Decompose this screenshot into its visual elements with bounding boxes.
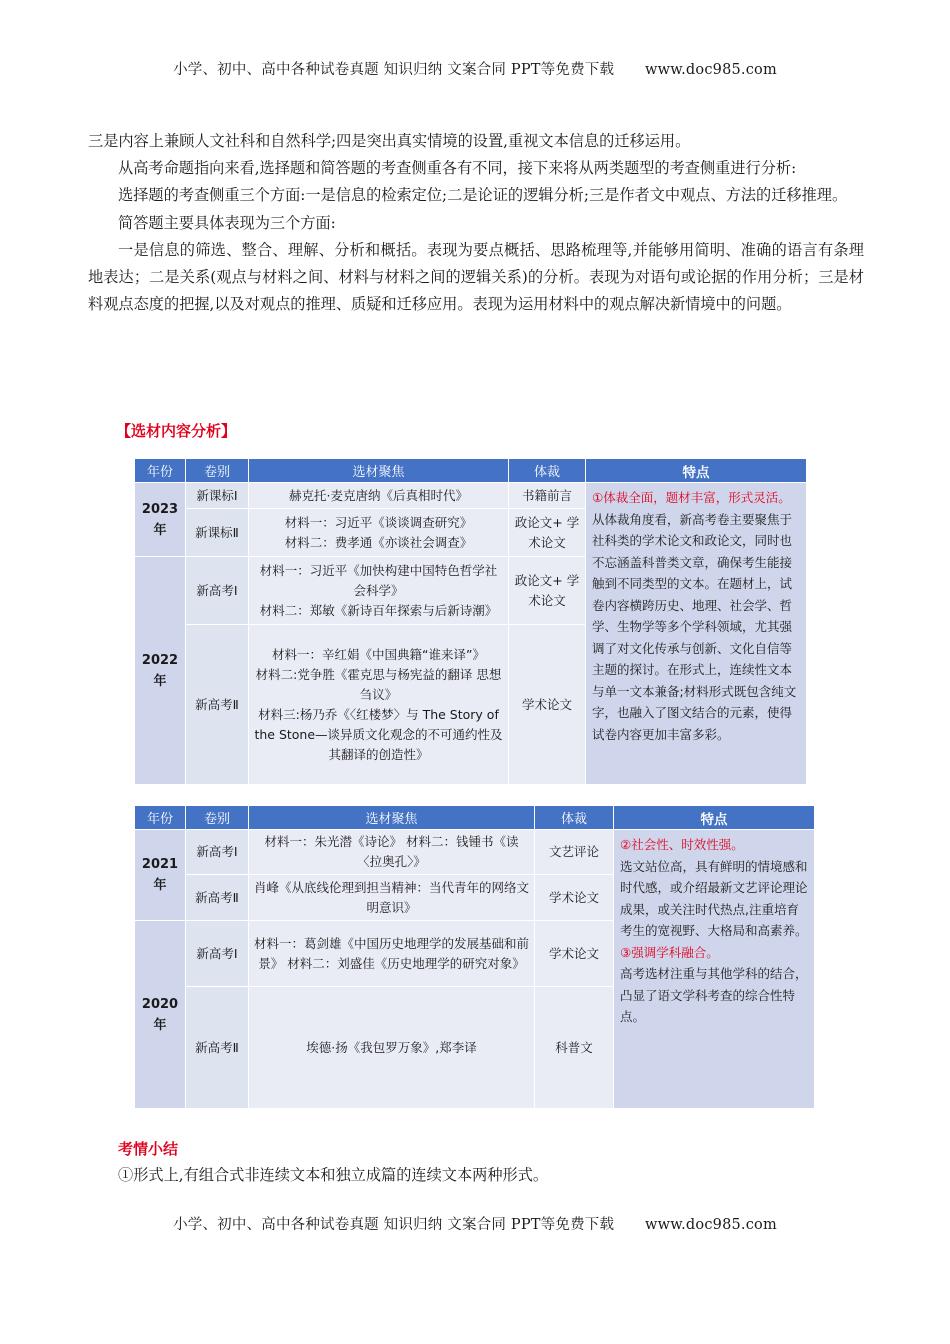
material-cell: 材料一：朱光潜《诗论》 材料二：钱锺书《读〈拉奥孔〉》 (249, 830, 535, 875)
footer-text: 小学、初中、高中各种试卷真题 知识归纳 文案合同 PPT等免费下载 (173, 1217, 615, 1233)
page-footer (0, 1213, 950, 1234)
ticai-cell: 学术论文 (535, 921, 614, 987)
year-label: 2021年 (141, 857, 179, 893)
year-cell (135, 830, 186, 921)
year-cell (135, 557, 186, 785)
header-material: 选材聚焦 (249, 459, 509, 483)
juan-cell: 新课标Ⅰ (186, 483, 249, 509)
paragraph: 三是内容上兼顾人文社科和自然科学;四是突出真实情境的设置,重视文本信息的迁移运用。 (88, 132, 691, 150)
header-juan: 卷别 (186, 459, 249, 483)
feature-text: 从体裁角度看，新高考卷主要聚焦于社科类的学术论文和政论文，同时也不忘涵盖科普类文章，确保考生能接触到不同类型的文本。在题材上，试卷内容横跨历史、地理、社会学、哲学、生物学等多个学科领域，尤其强调了对文化传承与创新、文化自信等主题的探讨。在形式上，连续性文本与单一文本兼备;材料形式既包含纯文字，也融入了图文结合的元素，使得试卷内容更加丰富多彩。 (592, 511, 797, 742)
feature-highlight: ②社会性、时效性强。 (620, 837, 744, 852)
juan-cell: 新高考Ⅱ (186, 987, 249, 1109)
juan-cell: 新高考Ⅱ (186, 875, 249, 921)
header-feature: 特点 (586, 459, 807, 483)
material-cell: 材料一：习近平《谈谈调查研究》 材料二：费孝通《亦谈社会调查》 (249, 509, 509, 557)
paragraph: 从高考命题指向来看,选择题和简答题的考查侧重各有不同，接下来将从两类题型的考查侧重进行分析: (118, 159, 797, 178)
ticai-cell: 政论文+ 学术论文 (509, 509, 586, 557)
ticai-cell: 学术论文 (509, 625, 586, 785)
material-cell: 材料一：习近平《加快构建中国特色哲学社会科学》 材料二：郑敏《新诗百年探索与后新诗潮》 (249, 557, 509, 625)
header-ticai: 体裁 (509, 459, 586, 483)
feature-text: 选文站位高，具有鲜明的情境感和时代感，或介绍最新文艺评论理论成果，或关注时代热点,注重培育考生的宽视野、大格局和高素养。 (620, 858, 808, 938)
year-label: 2023年 (141, 501, 179, 538)
header-url[interactable]: www.doc985.com (644, 62, 777, 78)
year-cell (135, 921, 186, 1109)
header-year: 年份 (135, 806, 186, 830)
feature-highlight: ①体裁全面，题材丰富，形式灵活。 (592, 490, 791, 505)
material-cell: 埃德·扬《我包罗万象》,郑李译 (249, 987, 535, 1109)
material-cell: 材料一：辛红娟《中国典籍“谁来译”》 材料二:党争胜《霍克思与杨宪益的翻译 思想刍议》 材料三:杨乃乔《〈红楼梦〉与 The Story of the Stone—谈异质文化观念的不可通约性及其翻译的创造性》 (249, 625, 509, 785)
material-table-2023-2022 (134, 458, 807, 785)
material-cell: 赫克托·麦克唐纳《后真相时代》 (249, 483, 509, 509)
ticai-cell: 书籍前言 (509, 483, 586, 509)
year-cell (135, 483, 186, 557)
feature-cell (586, 483, 807, 785)
juan-cell: 新高考Ⅱ (186, 625, 249, 785)
ticai-cell: 学术论文 (535, 875, 614, 921)
year-label: 2022年 (141, 652, 179, 689)
header-text: 小学、初中、高中各种试卷真题 知识归纳 文案合同 PPT等免费下载 (173, 62, 615, 78)
header-feature: 特点 (614, 806, 815, 830)
ticai-cell: 政论文+ 学术论文 (509, 557, 586, 625)
ticai-cell: 文艺评论 (535, 830, 614, 875)
body-text (88, 128, 864, 318)
juan-cell: 新课标Ⅱ (186, 509, 249, 557)
summary-title: 考情小结 (118, 1140, 179, 1158)
material-cell: 材料一：葛剑雄《中国历史地理学的发展基础和前景》 材料二：刘盛佳《历史地理学的研究对象》 (249, 921, 535, 987)
paragraph: 简答题主要具体表现为三个方面: (118, 213, 336, 232)
feature-highlight: ③强调学科融合。 (620, 944, 719, 960)
juan-cell: 新高考Ⅰ (186, 830, 249, 875)
ticai-cell: 科普文 (535, 987, 614, 1109)
feature-cell (614, 830, 815, 1109)
header-material: 选材聚焦 (249, 806, 535, 830)
section-title: 【选材内容分析】 (116, 422, 237, 440)
summary-text: ①形式上,有组合式非连续文本和独立成篇的连续文本两种形式。 (118, 1166, 549, 1184)
material-cell: 肖峰《从底线伦理到担当精神：当代青年的网络文明意识》 (249, 875, 535, 921)
footer-url[interactable]: www.doc985.com (644, 1217, 777, 1233)
paragraph: 一是信息的筛选、整合、理解、分析和概括。表现为要点概括、思路梳理等,并能够用简明、准确的语言有条理地表达；二是关系(观点与材料之间、材料与材料之间的逻辑关系)的分析。表现为对语句或论据的作用分析；三是材料观点态度的把握,以及对观点的推理、质疑和迁移应用。表现为运用材料中的观点解决新情境中的问题。 (88, 240, 864, 314)
paragraph: 选择题的考查侧重三个方面:一是信息的检索定位;二是论证的逻辑分析;三是作者文中观点、方法的迁移推理。 (118, 186, 848, 205)
header-year: 年份 (135, 459, 186, 483)
feature-text: 高考选材注重与其他学科的结合，凸显了语文学科考查的综合性特点。 (620, 966, 808, 1024)
juan-cell: 新高考Ⅰ (186, 557, 249, 625)
header-juan: 卷别 (186, 806, 249, 830)
page-header (0, 58, 950, 79)
material-table-2021-2020 (134, 805, 815, 1109)
header-ticai: 体裁 (535, 806, 614, 830)
juan-cell: 新高考Ⅰ (186, 921, 249, 987)
year-label: 2020年 (141, 996, 179, 1033)
